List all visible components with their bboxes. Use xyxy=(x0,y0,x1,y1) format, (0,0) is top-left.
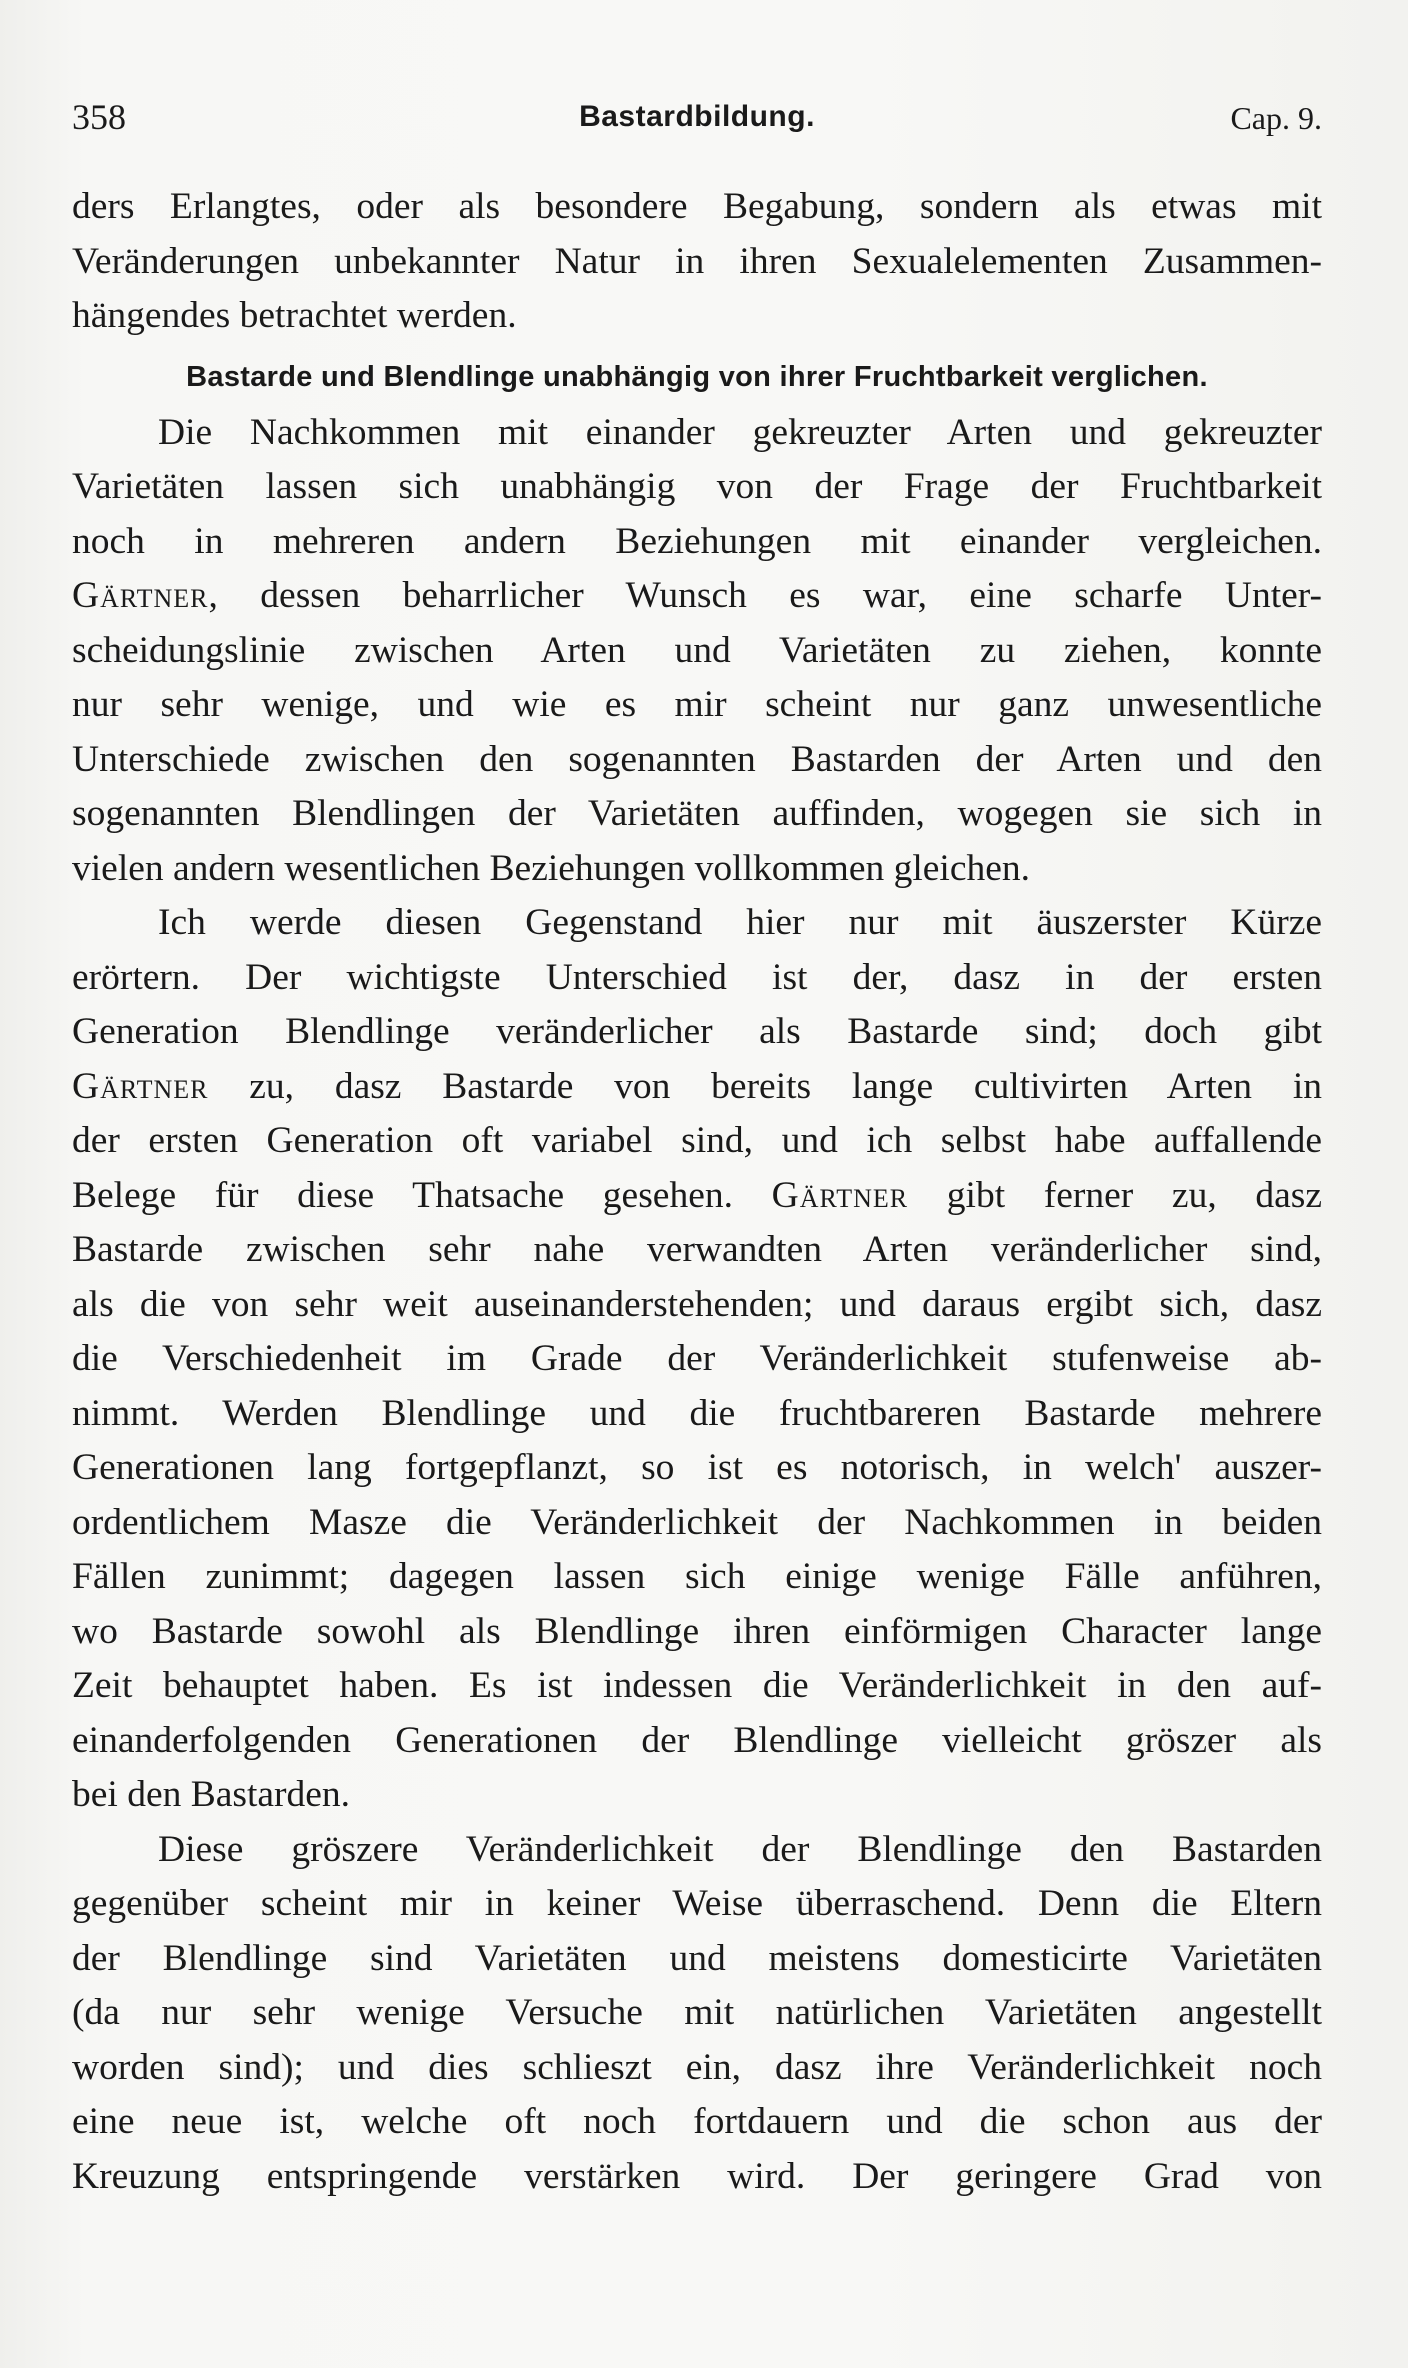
text-line: die Verschiedenheit im Grade der Veränderlichkeit stufenweise ab- xyxy=(72,1338,1322,1379)
text-line: der Blendlinge sind Varietäten und meistens domesticirte Varietäten xyxy=(72,1937,1322,1979)
text-line: Generation Blendlinge veränderlicher als Bastarde sind; doch gibt xyxy=(72,1011,1322,1052)
body-text xyxy=(72,180,1322,2204)
text-line: Fällen zunimmt; dagegen lassen sich einige wenige Fälle anführen, xyxy=(72,1556,1322,1597)
text-line: Zeit behauptet haben. Es ist indessen die Veränderlichkeit in den auf- xyxy=(72,1665,1322,1706)
text-line: hängendes betrachtet werden. xyxy=(72,295,517,336)
text-line: Gärtner zu, dasz Bastarde von bereits lange cultivirten Arten in xyxy=(72,1065,1322,1107)
text-line: ordentlichem Masze die Veränderlichkeit der Nachkommen in beiden xyxy=(72,1501,1322,1543)
text-line: wo Bastarde sowohl als Blendlinge ihren einförmigen Character lange xyxy=(72,1610,1322,1652)
text-line: Belege für diese Thatsache gesehen. Gärtner gibt ferner zu, dasz xyxy=(72,1174,1322,1216)
text-line: Veränderungen unbekannter Natur in ihren Sexualelementen Zusammen- xyxy=(72,240,1322,282)
author-name: Gärtner xyxy=(72,1065,209,1107)
text-line: Generationen lang fortgepflanzt, so ist es notorisch, in welch' auszer- xyxy=(72,1447,1322,1488)
chapter-label: Cap. 9. xyxy=(1230,100,1322,136)
text-line: nur sehr wenige, und wie es mir scheint nur ganz unwesentliche xyxy=(72,684,1322,725)
text-line: ders Erlangtes, oder als besondere Begabung, sondern als etwas mit xyxy=(72,186,1322,227)
text-line: Gärtner, dessen beharrlicher Wunsch es war, eine scharfe Unter- xyxy=(72,575,1322,616)
text-line: Varietäten lassen sich unabhängig von der Frage der Fruchtbarkeit xyxy=(72,466,1322,507)
text-line: Die Nachkommen mit einander gekreuzter Arten und gekreuzter xyxy=(158,411,1322,453)
text-line: bei den Bastarden. xyxy=(72,1774,351,1815)
text-line: Kreuzung entspringende verstärken wird. Der geringere Grad von xyxy=(72,2155,1322,2197)
text-line: (da nur sehr wenige Versuche mit natürlichen Varietäten angestellt xyxy=(72,1992,1322,2033)
text-line: sogenannten Blendlingen der Varietäten auffinden, wogegen sie sich in xyxy=(72,793,1322,834)
page-number: 358 xyxy=(72,97,126,137)
text-line: als die von sehr weit auseinanderstehenden; und daraus ergibt sich, dasz xyxy=(72,1283,1322,1325)
text-line: nimmt. Werden Blendlinge und die fruchtbareren Bastarde mehrere xyxy=(72,1392,1322,1434)
text-line: noch in mehreren andern Beziehungen mit einander vergleichen. xyxy=(72,520,1322,562)
text-line: Unterschiede zwischen den sogenannten Bastarden der Arten und den xyxy=(72,738,1322,780)
text-line: einanderfolgenden Generationen der Blendlinge vielleicht gröszer als xyxy=(72,1719,1322,1761)
text-line: Ich werde diesen Gegenstand hier nur mit äuszerster Kürze xyxy=(158,902,1322,943)
text-line: scheidungslinie zwischen Arten und Varietäten zu ziehen, konnte xyxy=(72,629,1322,671)
text-line: vielen andern wesentlichen Beziehungen vollkommen gleichen. xyxy=(72,847,1031,889)
running-head xyxy=(72,96,1322,148)
text-line: der ersten Generation oft variabel sind, und ich selbst habe auffallende xyxy=(72,1120,1322,1161)
text-line: gegenüber scheint mir in keiner Weise überraschend. Denn die Eltern xyxy=(72,1883,1322,1924)
author-name: Gärtner xyxy=(72,575,209,616)
author-name: Gärtner xyxy=(771,1174,909,1216)
text-line: Diese gröszere Veränderlichkeit der Blendlinge den Bastarden xyxy=(158,1828,1322,1870)
section-heading: Bastarde und Blendlinge unabhängig von ihrer Fruchtbarkeit verglichen. xyxy=(186,360,1208,393)
text-line: eine neue ist, welche oft noch fortdauern und die schon aus der xyxy=(72,2101,1322,2142)
text-line: erörtern. Der wichtigste Unterschied ist der, dasz in der ersten xyxy=(72,956,1322,998)
running-title: Bastardbildung. xyxy=(579,100,815,133)
text-line: Bastarde zwischen sehr nahe verwandten Arten veränderlicher sind, xyxy=(72,1229,1322,1270)
text-line: worden sind); und dies schlieszt ein, dasz ihre Veränderlichkeit noch xyxy=(72,2046,1322,2088)
